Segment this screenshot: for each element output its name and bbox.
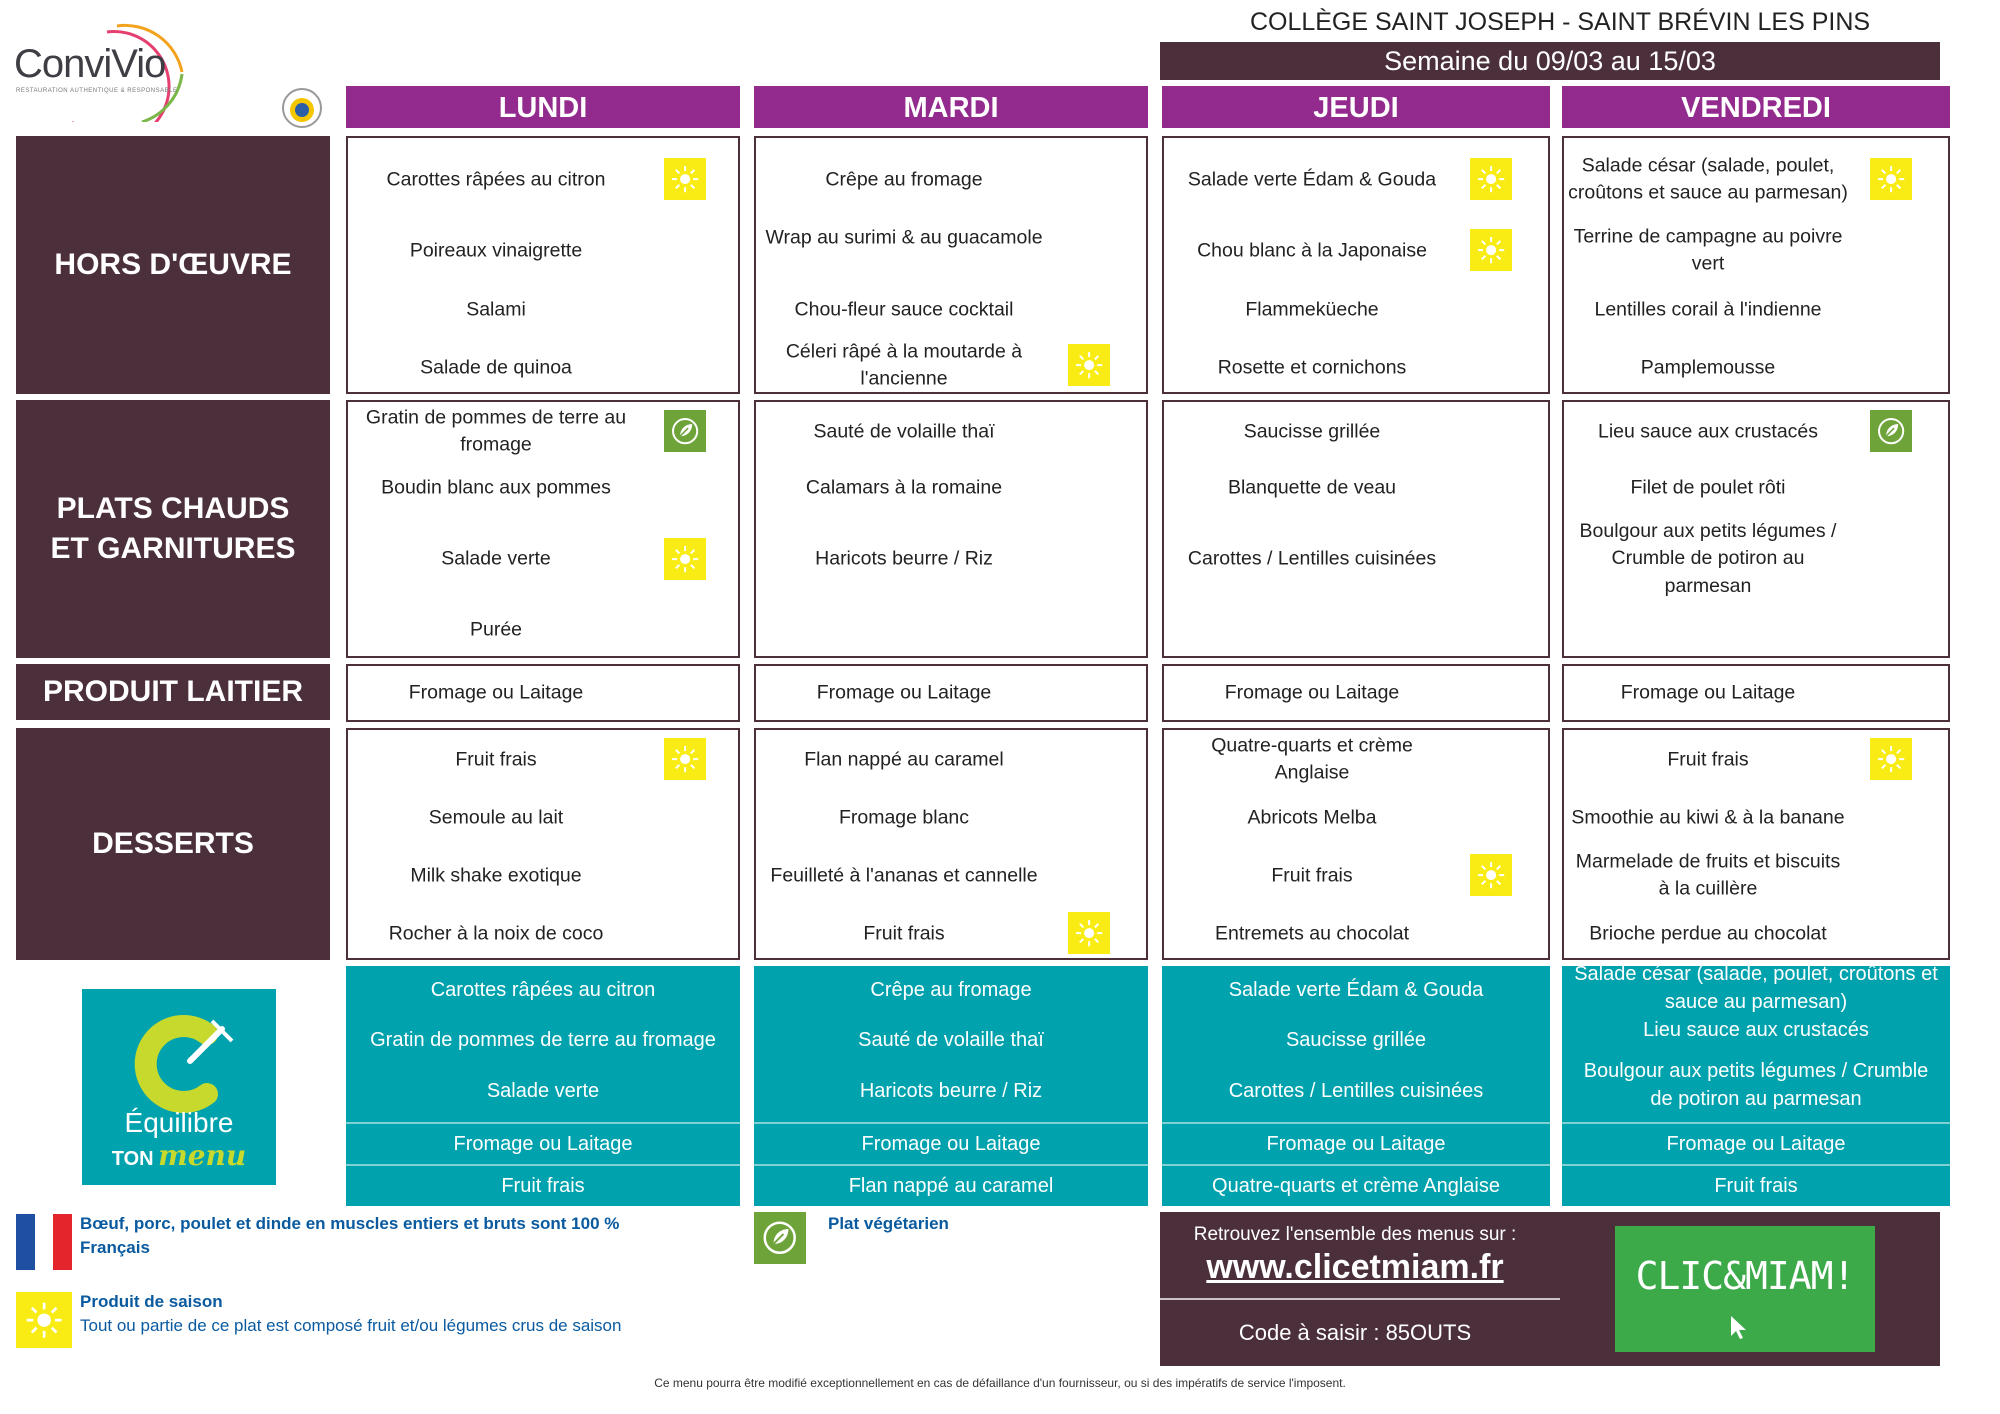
equilibre-item: Fromage ou Laitage [453,1133,633,1155]
equilibre-c-icon [82,999,276,1119]
cell-vendredi-desserts [1562,728,1950,960]
cell-mardi-hors [754,136,1148,394]
row-label-laitier [16,664,330,720]
menu-item: Flan nappé au caramel [804,748,1004,771]
clicetmiam-link[interactable]: www.clicetmiam.fr [1206,1248,1504,1286]
menu-item: Marmelade de fruits et biscuits à la cuillère [1575,850,1841,900]
row-label-text: PRODUIT LAITIER [43,674,303,708]
menu-item: Milk shake exotique [410,864,582,887]
menu-item: Purée [469,618,523,641]
equilibre-title: Équilibre [124,1107,234,1138]
equilibre-item: Fruit frais [501,1175,585,1197]
legend-vege: Plat végétarien [828,1214,949,1233]
sun-icon [16,1292,72,1348]
menu-item: Salade césar (salade, poulet, croûtons et sauce au parmesan) [1568,154,1848,204]
menu-item: Lieu sauce aux crustacés [1597,420,1819,443]
menu-item: Fromage ou Laitage [1620,681,1796,704]
divider [1160,1298,1560,1300]
menu-item: Entremets au chocolat [1214,922,1410,945]
sun-icon [1470,158,1512,200]
day-header-mardi: MARDI [754,86,1148,128]
cell-vendredi-laitier [1562,664,1950,722]
cell-lundi-hors [346,136,740,394]
menu-item: Fromage ou Laitage [816,681,992,704]
sun-icon [1068,344,1110,386]
menu-item: Fruit frais [1667,748,1749,771]
cell-jeudi-laitier [1162,664,1550,722]
cell-lundi-desserts [346,728,740,960]
menu-item: Fruit frais [1271,864,1353,887]
menu-item: Salade verte Édam & Gouda [1187,168,1437,191]
equilibre-item: Crêpe au fromage [870,979,1032,1001]
row-label-desserts [16,728,330,960]
menu-item: Céleri râpé à la moutarde à l'ancienne [785,340,1023,390]
equilibre-item: Fromage ou Laitage [1266,1133,1446,1155]
menu-item: Fruit frais [455,748,537,771]
menu-item: Salami [466,298,526,321]
cell-mardi-desserts [754,728,1148,960]
menu-item: Saucisse grillée [1243,420,1381,443]
menu-item: Feuilleté à l'ananas et cannelle [770,864,1038,887]
cell-jeudi-hors [1162,136,1550,394]
menu-item: Brioche perdue au chocolat [1589,922,1827,945]
sun-icon [1470,854,1512,896]
equilibre-item: Haricots beurre / Riz [859,1080,1043,1102]
equilibre-item: Quatre-quarts et crème Anglaise [1212,1175,1500,1197]
cell-mardi-plats [754,400,1148,658]
week-banner: Semaine du 09/03 au 15/03 [1160,42,1940,80]
retrouvez-text: Retrouvez l'ensemble des menus sur : [1193,1224,1517,1245]
menu-item: Rosette et cornichons [1217,356,1407,379]
menu-item: Crêpe au fromage [825,168,983,191]
clicmiam-logo [1615,1226,1875,1352]
equilibre-col-jeudi [1162,966,1550,1206]
menu-item: Fromage ou Laitage [1224,681,1400,704]
equilibre-item: Boulgour aux petits légumes / Crumble de potiron au parmesan [1583,1060,1929,1110]
cursor-icon [1723,1312,1753,1342]
leaf-icon [1870,410,1912,452]
sun-icon [1870,738,1912,780]
row-label-text: DESSERTS [92,826,254,860]
menu-item: Haricots beurre / Riz [815,547,993,570]
equilibre-item: Salade verte Édam & Gouda [1228,979,1484,1001]
menu-item: Boudin blanc aux pommes [381,476,611,499]
row-label-plats [16,400,330,658]
equilibre-item: Carottes râpées au citron [430,979,656,1001]
menu-item: Poireaux vinaigrette [409,239,583,262]
convivio-logo [12,12,192,122]
sun-icon [1068,912,1110,954]
cell-jeudi-plats [1162,400,1550,658]
clicmiam-logo-text: CLIC&MIAM! [1635,1254,1855,1298]
equilibre-col-lundi [346,966,740,1206]
cell-lundi-laitier [346,664,740,722]
equilibre-item: Carottes / Lentilles cuisinées [1228,1080,1484,1102]
equilibre-item: Fruit frais [1714,1175,1798,1197]
menu-item: Wrap au surimi & au guacamole [765,226,1043,249]
menu-item: Fromage ou Laitage [408,681,584,704]
equilibre-ton: TON [111,1148,154,1170]
school-name: COLLÈGE SAINT JOSEPH - SAINT BRÉVIN LES PINS [1249,8,1871,36]
row-label-text: ET GARNITURES [50,532,296,565]
menu-item: Blanquette de veau [1227,476,1397,499]
menu-item: Lentilles corail à l'indienne [1594,298,1822,321]
code-text: Code à saisir : 85OUTS [1238,1320,1472,1345]
equilibre-item: Salade verte [486,1080,600,1102]
leaf-icon [754,1212,806,1264]
menu-item: Quatre-quarts et crème Anglaise [1211,734,1413,784]
equilibre-menu: menu [158,1139,247,1172]
menu-item: Sauté de volaille thaï [813,420,995,443]
sun-icon [1470,229,1512,271]
day-header-lundi: LUNDI [346,86,740,128]
legend-saison-desc: Tout ou partie de ce plat est composé fruit et/ou légumes crus de saison [80,1316,622,1335]
equilibre-item: Salade césar (salade, poulet, croûtons et sauce au parmesan) [1574,963,1938,1013]
equilibre-item: Fromage ou Laitage [1666,1133,1846,1155]
reseau-badge [280,86,324,130]
logo-subtitle: RESTAURATION AUTHENTIQUE & RESPONSABLE [16,88,178,94]
equilibre-col-mardi [754,966,1148,1206]
menu-item: Fruit frais [863,922,945,945]
leaf-icon [664,410,706,452]
france-flag-icon [16,1214,72,1270]
equilibre-item: Flan nappé au caramel [848,1175,1054,1197]
clicetmiam-box [1160,1212,1940,1366]
footer-disclaimer: Ce menu pourra être modifié exceptionnellement en cas de défaillance d'un fournisseur, ou si des impératifs de service l'imposent. [654,1376,1346,1390]
logo-text: ConviVio [14,42,166,86]
menu-item: Calamars à la romaine [805,476,1003,499]
menu-item: Gratin de pommes de terre au fromage [365,406,627,456]
cell-vendredi-hors [1562,136,1950,394]
menu-item: Abricots Melba [1247,806,1377,829]
menu-item: Smoothie au kiwi & à la banane [1571,806,1845,829]
menu-item: Flammeküeche [1245,298,1379,321]
menu-item: Semoule au lait [428,806,564,829]
menu-item: Rocher à la noix de coco [388,922,604,945]
menu-item: Filet de poulet rôti [1630,476,1786,499]
equilibre-item: Lieu sauce aux crustacés [1643,1019,1869,1041]
equilibre-logo [82,989,276,1185]
sun-icon [1870,158,1912,200]
menu-item: Chou blanc à la Japonaise [1197,239,1427,262]
menu-item: Salade verte [441,547,551,570]
menu-item: Chou-fleur sauce cocktail [794,298,1014,321]
equilibre-item: Fromage ou Laitage [861,1133,1041,1155]
menu-item: Carottes râpées au citron [386,168,606,191]
sun-icon [664,538,706,580]
menu-item: Boulgour aux petits légumes / Crumble de potiron au parmesan [1579,520,1837,597]
menu-item: Terrine de campagne au poivre vert [1573,225,1843,275]
equilibre-col-vendredi [1562,963,1950,1206]
day-header-jeudi: JEUDI [1162,86,1550,128]
sun-icon [664,158,706,200]
legend-france: Bœuf, porc, poulet et dinde en muscles entiers et bruts sont 100 % Français [80,1214,620,1257]
equilibre-item: Saucisse grillée [1285,1029,1427,1051]
cell-jeudi-desserts [1162,728,1550,960]
menu-item: Salade de quinoa [420,356,572,379]
menu-item: Fromage blanc [838,806,970,829]
day-header-vendredi: VENDREDI [1562,86,1950,128]
menu-item: Carottes / Lentilles cuisinées [1187,547,1437,570]
cell-lundi-plats [346,400,740,658]
cell-mardi-laitier [754,664,1148,722]
cell-vendredi-plats [1562,400,1950,658]
menu-item: Pamplemousse [1640,356,1776,379]
row-label-hors-doeuvre [16,136,330,394]
row-label-text: PLATS CHAUDS [56,491,290,525]
legend-saison-title: Produit de saison [80,1292,223,1311]
sun-icon [664,738,706,780]
equilibre-item: Sauté de volaille thaï [858,1029,1044,1051]
equilibre-item: Gratin de pommes de terre au fromage [370,1029,716,1051]
row-label-text: HORS D'ŒUVRE [54,247,292,281]
